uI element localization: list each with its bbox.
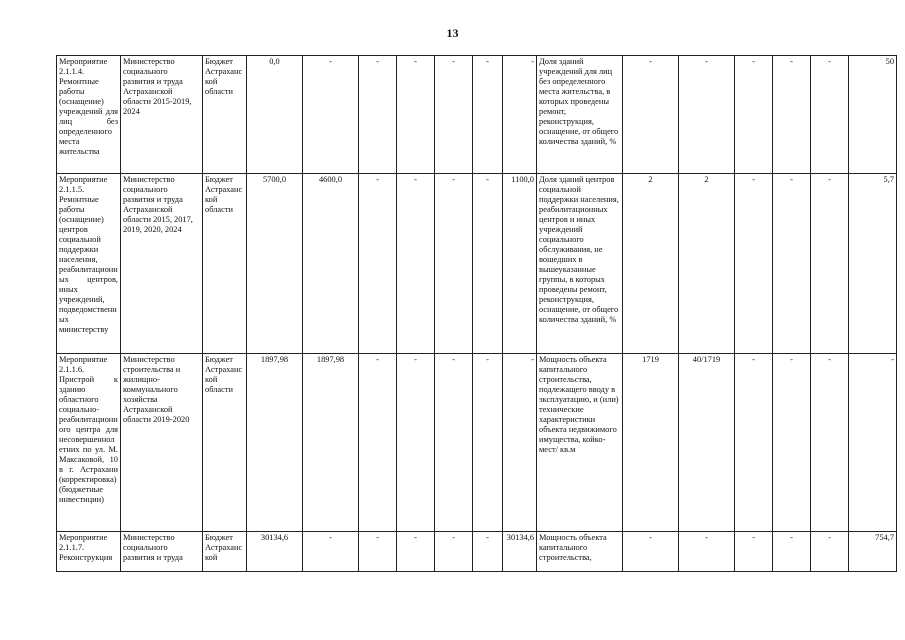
executor-cell: Министерство социального развития и труда (121, 532, 203, 572)
total-cell: 1897,98 (247, 354, 303, 532)
event-cell: Мероприятие 2.1.1.5. Ремонтные работы (оснащение) центров социальной поддержки населения, реабилитационных центров, иных учреждений, подведомственных министерству (57, 174, 121, 354)
indicator-cell: Мощность объекта капитального строительства, (537, 532, 623, 572)
indicator-cell: Доля зданий учреждений для лиц без определенного места жительства, в которых проведены ремонт, реконструкция, оснащение, от общего количества зданий, % (537, 56, 623, 174)
fin-2015-cell: 4600,0 (303, 174, 359, 354)
executor-cell: Министерство социального развития и труда Астраханской области 2015-2019, 2024 (121, 56, 203, 174)
event-cell: Мероприятие 2.1.1.7. Реконструкция (57, 532, 121, 572)
ind-2016-cell: - (679, 532, 735, 572)
total-cell: 5700,0 (247, 174, 303, 354)
ind-2020-cell: - (849, 354, 897, 532)
program-table (56, 55, 897, 572)
total-cell: 0,0 (247, 56, 303, 174)
ind-2015-cell: 2 (623, 174, 679, 354)
fin-2018-cell: - (435, 354, 473, 532)
event-cell: Мероприятие 2.1.1.6. Пристрой к зданию областного социально-реабилитационного центра для несовершеннолетних по ул. М. Максаковой, 10 в г. Астрахани (корректировка) (бюджетные инвестиции) (57, 354, 121, 532)
fin-2020-cell: 1100,0 (503, 174, 537, 354)
source-cell: Бюджет Астраханской области (203, 56, 247, 174)
total-cell: 30134,6 (247, 532, 303, 572)
ind-2018-cell: - (773, 532, 811, 572)
source-cell: Бюджет Астраханской (203, 532, 247, 572)
fin-2017-cell: - (397, 354, 435, 532)
ind-2019-cell: - (811, 56, 849, 174)
fin-2019-cell: - (473, 174, 503, 354)
event-cell: Мероприятие 2.1.1.4. Ремонтные работы (оснащение) учреждений для лиц без определенного места жительства (57, 56, 121, 174)
table-row (57, 354, 897, 532)
fin-2020-cell: - (503, 56, 537, 174)
fin-2017-cell: - (397, 174, 435, 354)
ind-2020-cell: 50 (849, 56, 897, 174)
fin-2015-cell: - (303, 56, 359, 174)
fin-2016-cell: - (359, 532, 397, 572)
ind-2017-cell: - (735, 532, 773, 572)
ind-2017-cell: - (735, 56, 773, 174)
ind-2017-cell: - (735, 354, 773, 532)
ind-2018-cell: - (773, 354, 811, 532)
fin-2015-cell: 1897,98 (303, 354, 359, 532)
fin-2018-cell: - (435, 532, 473, 572)
ind-2015-cell: - (623, 56, 679, 174)
ind-2019-cell: - (811, 532, 849, 572)
indicator-cell: Мощность объекта капитального строительства, подлежащего вводу в эксплуатацию, и (или) технические характеристики объекта недвижимого имущества, койко-мест/ кв.м (537, 354, 623, 532)
ind-2020-cell: 5,7 (849, 174, 897, 354)
ind-2015-cell: 1719 (623, 354, 679, 532)
fin-2018-cell: - (435, 56, 473, 174)
fin-2019-cell: - (473, 532, 503, 572)
fin-2016-cell: - (359, 174, 397, 354)
fin-2017-cell: - (397, 56, 435, 174)
fin-2019-cell: - (473, 56, 503, 174)
table-row (57, 532, 897, 572)
table-row (57, 174, 897, 354)
fin-2016-cell: - (359, 354, 397, 532)
indicator-cell: Доля зданий центров социальной поддержки населения, реабилитационных центров и иных учреждений социального обслуживания, не вошедших в вышеуказанные группы, в которых проведены ремонт, реконструкция, оснащение, от общего количества зданий, % (537, 174, 623, 354)
page-number: 13 (446, 26, 459, 40)
fin-2016-cell: - (359, 56, 397, 174)
fin-2018-cell: - (435, 174, 473, 354)
ind-2020-cell: 754,7 (849, 532, 897, 572)
executor-cell: Министерство социального развития и труда Астраханской области 2015, 2017, 2019, 2020, 2024 (121, 174, 203, 354)
ind-2015-cell: - (623, 532, 679, 572)
ind-2019-cell: - (811, 174, 849, 354)
fin-2015-cell: - (303, 532, 359, 572)
ind-2016-cell: 40/1719 (679, 354, 735, 532)
fin-2020-cell: 30134,6 (503, 532, 537, 572)
ind-2016-cell: - (679, 56, 735, 174)
ind-2016-cell: 2 (679, 174, 735, 354)
table-row (57, 56, 897, 174)
executor-cell: Министерство строительства и жилищно-коммунального хозяйства Астраханской области 2019-2020 (121, 354, 203, 532)
fin-2019-cell: - (473, 354, 503, 532)
ind-2017-cell: - (735, 174, 773, 354)
fin-2020-cell: - (503, 354, 537, 532)
source-cell: Бюджет Астраханской области (203, 174, 247, 354)
fin-2017-cell: - (397, 532, 435, 572)
ind-2018-cell: - (773, 56, 811, 174)
ind-2019-cell: - (811, 354, 849, 532)
source-cell: Бюджет Астраханской области (203, 354, 247, 532)
ind-2018-cell: - (773, 174, 811, 354)
